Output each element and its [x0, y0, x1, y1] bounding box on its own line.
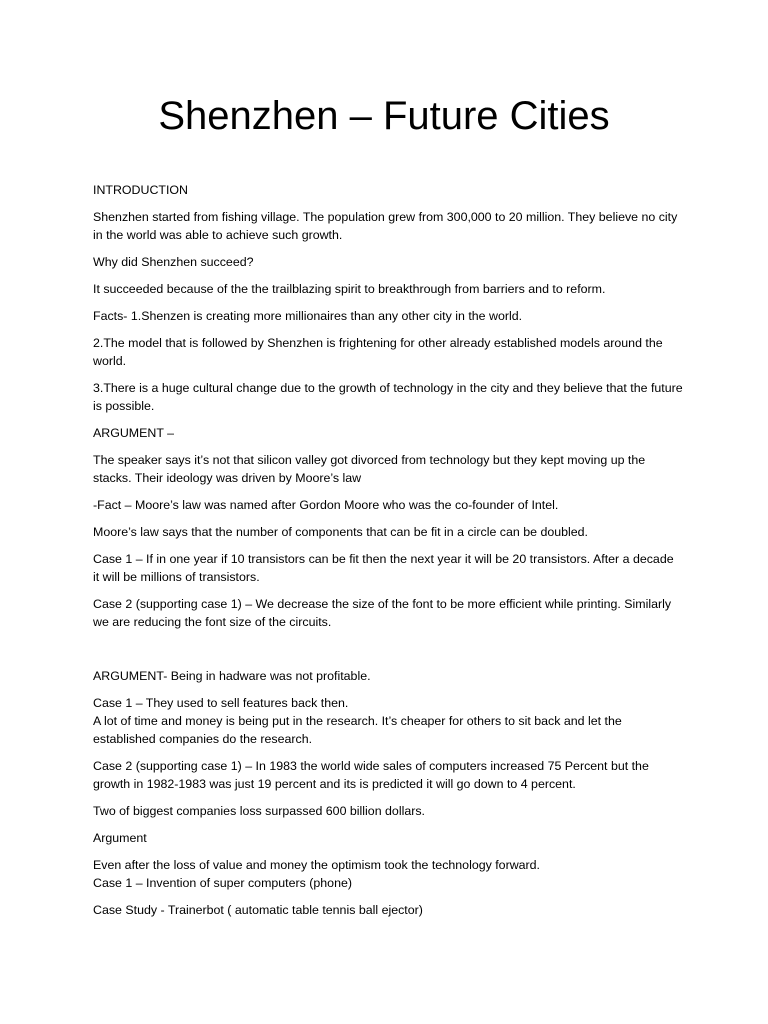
- paragraph-answer: It succeeded because of the the trailblazing spirit to breakthrough from barriers and to reform.: [93, 282, 606, 296]
- paragraph-question: Why did Shenzhen succeed?: [93, 255, 254, 269]
- paragraph-case-1-features: Case 1 – They used to sell features back then.: [93, 696, 349, 710]
- section-heading-introduction: INTRODUCTION: [93, 183, 188, 197]
- paragraph-fact-2: 2.The model that is followed by Shenzhen is frightening for other already established models around the world.: [93, 336, 663, 368]
- paragraph-fact-3: 3.There is a huge cultural change due to the growth of technology in the city and they believe that the future is possible.: [93, 381, 683, 413]
- section-heading-argument-2: Argument: [93, 831, 147, 845]
- paragraph-case-1-transistors: Case 1 – If in one year if 10 transistors can be fit then the next year it will be 20 transistors. After a decade it will be millions of transistors.: [93, 552, 674, 584]
- paragraph-case-2-sales: Case 2 (supporting case 1) – In 1983 the world wide sales of computers increased 75 Percent but the growth in 1982-1983 was just 19 percent and its is predicted it will go down to 4 percent.: [93, 759, 649, 791]
- paragraph-moore-law: Moore’s law says that the number of components that can be fit in a circle can be doubled.: [93, 525, 588, 539]
- paragraph-moore-fact: -Fact – Moore’s law was named after Gordon Moore who was the co-founder of Intel.: [93, 498, 559, 512]
- paragraph-case-1-supercomputers: Case 1 – Invention of super computers (phone): [93, 876, 352, 890]
- paragraph-speaker: The speaker says it’s not that silicon valley got divorced from technology but they kept moving up the stacks. Their ideology was driven by Moore’s law: [93, 453, 646, 485]
- section-heading-argument: ARGUMENT –: [93, 426, 175, 440]
- paragraph-optimism: Even after the loss of value and money the optimism took the technology forward.: [93, 858, 540, 872]
- paragraph-loss: Two of biggest companies loss surpassed 600 billion dollars.: [93, 804, 425, 818]
- paragraph-case-2-font: Case 2 (supporting case 1) – We decrease the size of the font to be more efficient while printing. Similarly we are reducing the font size of the circuits.: [93, 597, 672, 629]
- document-body: [93, 181, 683, 928]
- paragraph-population: Shenzhen started from fishing village. The population grew from 300,000 to 20 million. They believe no city in the world was able to achieve such growth.: [93, 210, 678, 242]
- document-title: Shenzhen – Future Cities: [158, 94, 610, 138]
- paragraph-research: A lot of time and money is being put in the research. It’s cheaper for others to sit back and let the established companies do the research.: [93, 714, 622, 746]
- optimism-block: [93, 856, 683, 892]
- case-1-block: [93, 694, 683, 748]
- paragraph-case-study: Case Study - Trainerbot ( automatic table tennis ball ejector): [93, 903, 423, 917]
- paragraph-fact-1: Facts- 1.Shenzen is creating more millionaires than any other city in the world.: [93, 309, 523, 323]
- section-heading-hardware: ARGUMENT- Being in hadware was not profitable.: [93, 669, 371, 683]
